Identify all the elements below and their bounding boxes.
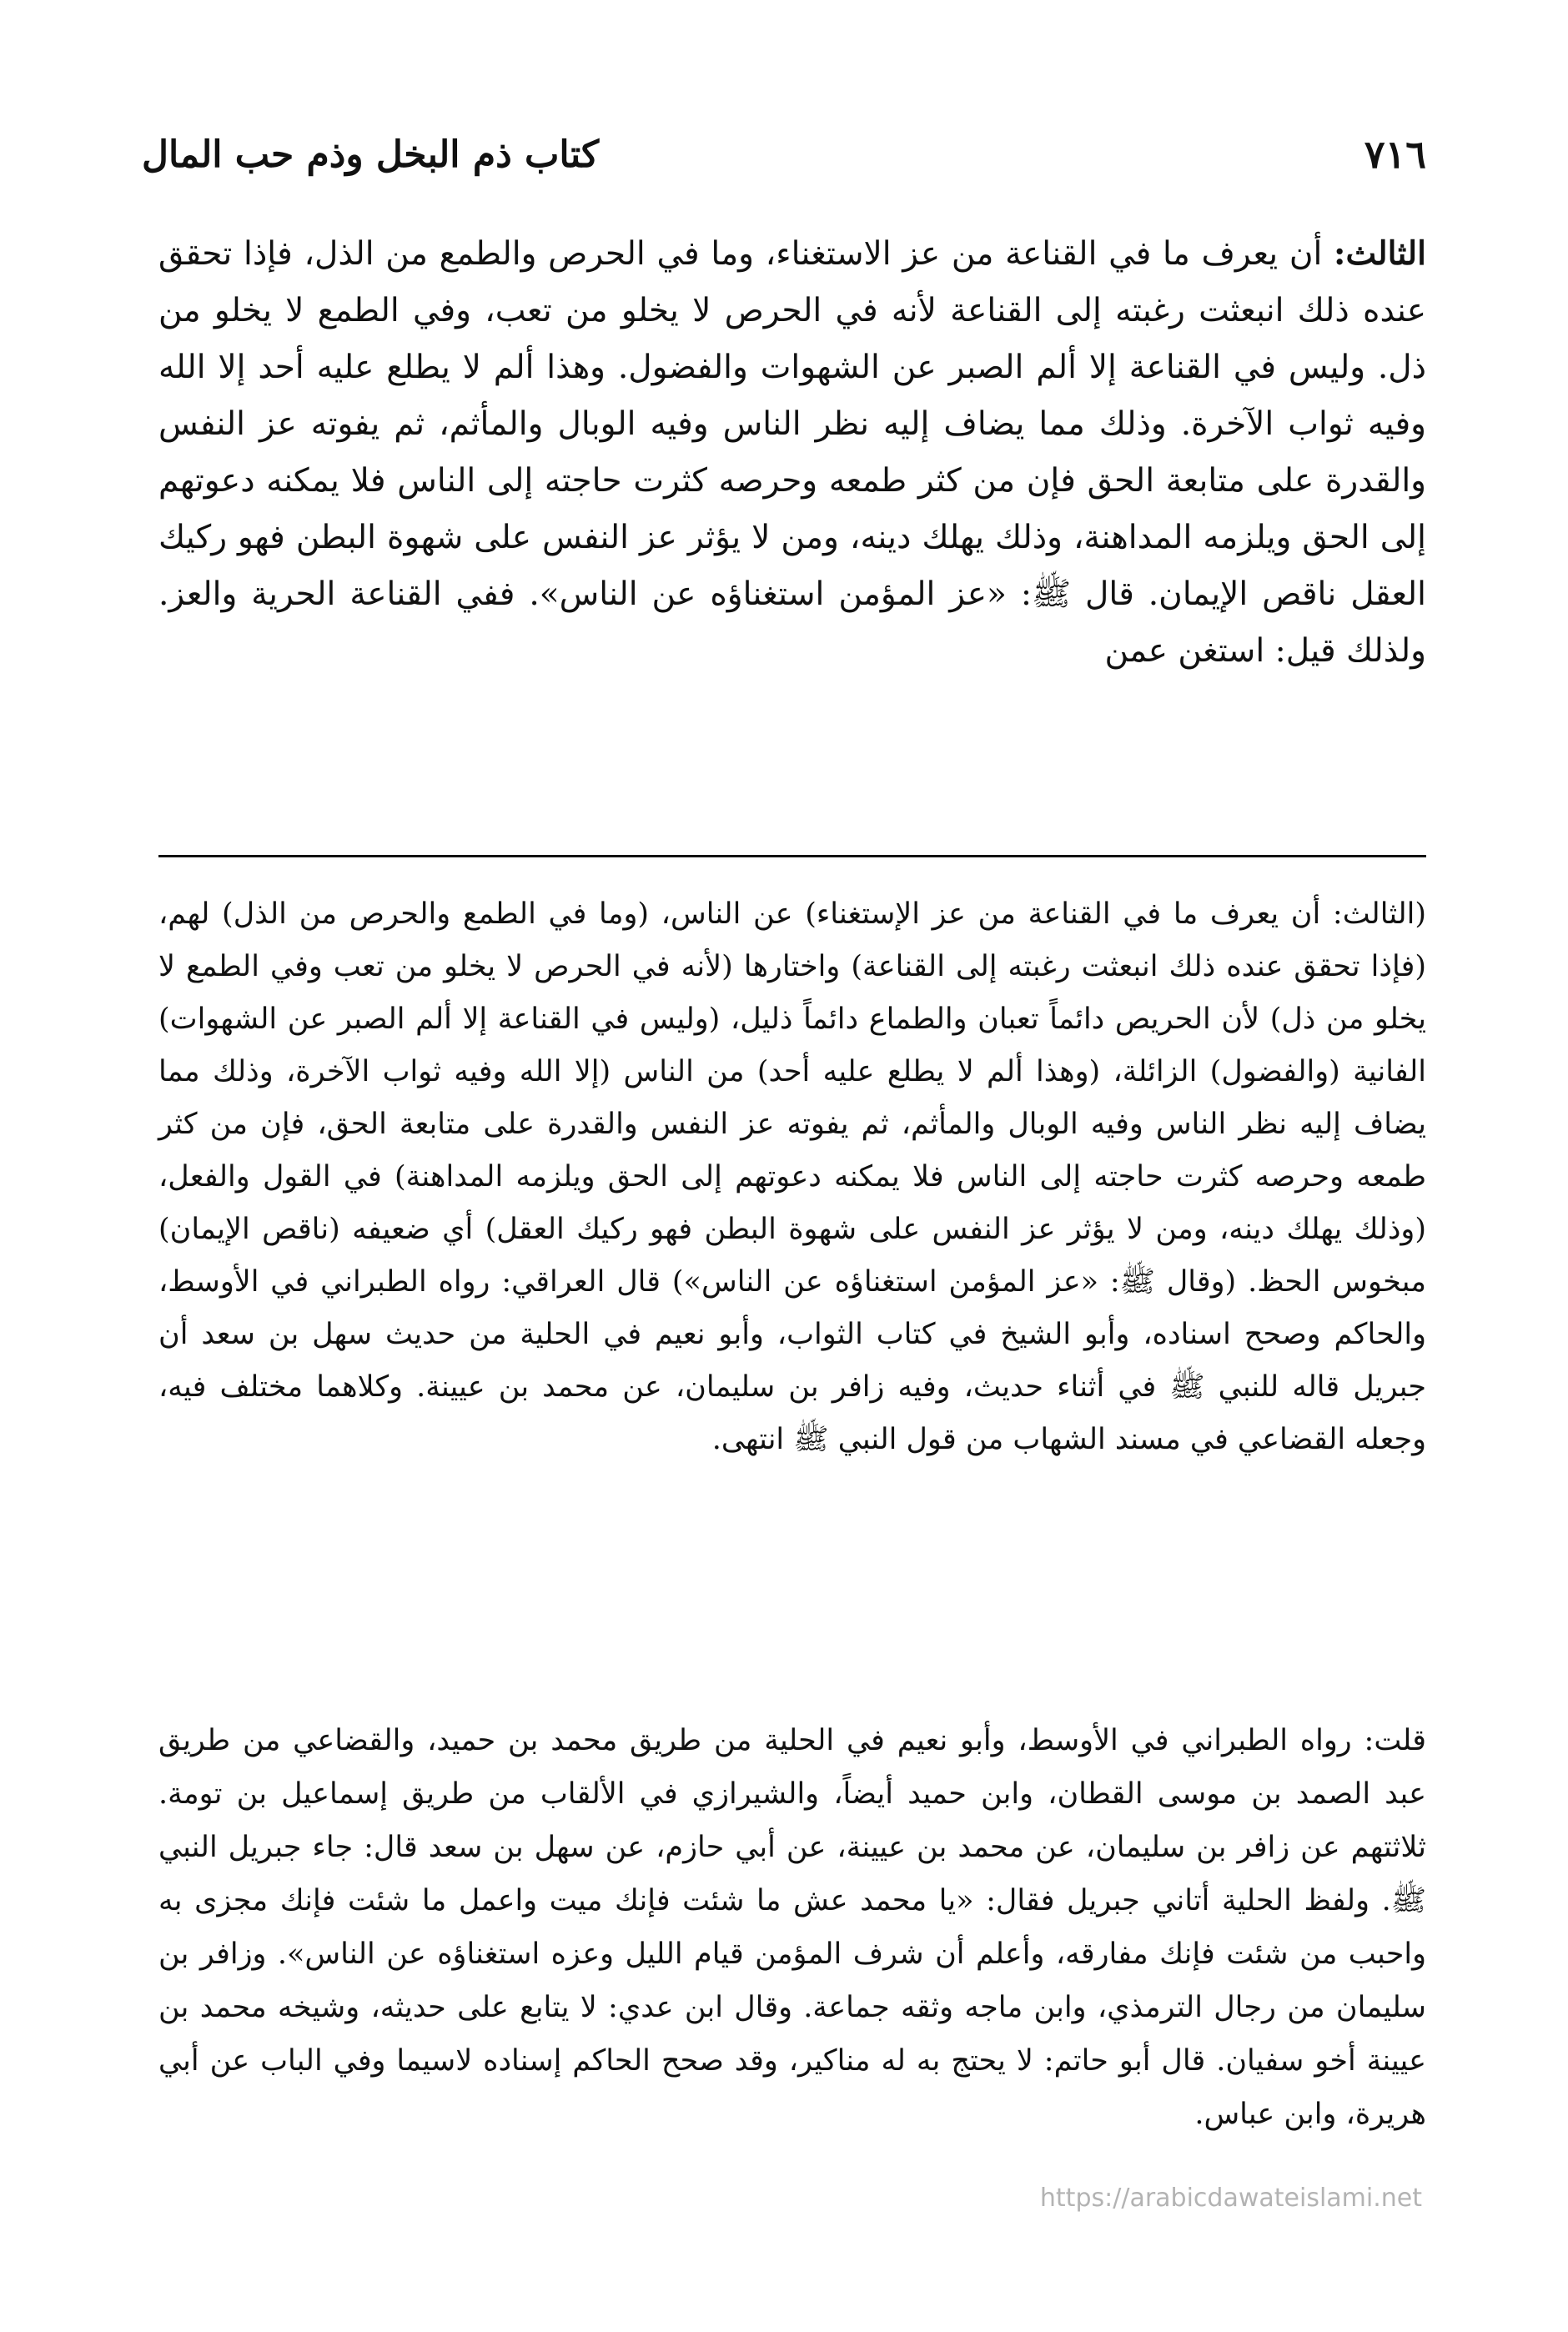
section-divider [158,855,1426,857]
footnote-text: قلت: رواه الطبراني في الأوسط، وأبو نعيم في الحلية من طريق محمد بن حميد، والقضاعي من طريق عبد الصمد بن موسى القطان، وابن حميد أيضاً، والشيرازي في الألقاب من طريق إسماعيل بن تومة. ثلاثتهم عن زافر بن سليمان، عن محمد بن عيينة، عن أبي حازم، عن سهل بن سعد قال: جاء جبريل النبي ﷺ. ولفظ الحلية أتاني جبريل فقال: «يا محمد عش ما شئت فإنك ميت واعمل ما شئت فإنك مجزى به واحبب من شئت فإنك مفارقه، وأعلم أن شرف المؤمن قيام الليل وعزه استغناؤه عن الناس». وزافر بن سليمان من رجال الترمذي، وابن ماجه وثقه جماعة. وقال ابن عدي: لا يتابع على حديثه، وشيخه محمد بن عيينة أخو سفيان. قال أبو حاتم: لا يحتج به له مناكير، وقد صحح الحاكم إسناده لاسيما وفي الباب عن أبي هريرة، وابن عباس. [158,1724,1426,2131]
running-title: كتاب ذم البخل وذم حب المال [142,133,600,176]
commentary-text: (الثالث: أن يعرف ما في القناعة من عز الإستغناء) عن الناس، (وما في الطمع والحرص من الذل) لهم، (فإذا تحقق عنده ذلك انبعثت رغبته إلى القناعة) واختارها (لأنه في الحرص لا يخلو من تعب وفي الطمع لا يخلو من ذل) لأن الحريص دائماً تعبان والطماع دائماً ذليل، (وليس في القناعة إلا ألم الصبر عن الشهوات) الفانية (والفضول) الزائلة، (وهذا ألم لا يطلع عليه أحد) من الناس (إلا الله وفيه ثواب الآخرة، وذلك مما يضاف إليه نظر الناس وفيه الوبال والمأثم، ثم يفوته عز النفس والقدرة على متابعة الحق، فإن من كثر طمعه وحرصه كثرت حاجته إلى الناس فلا يمكنه دعوتهم إلى الحق ويلزمه المداهنة) في القول والفعل، (وذلك يهلك دينه، ومن لا يؤثر عز النفس على شهوة البطن فهو ركيك العقل) أي ضعيفه (ناقص الإيمان) مبخوس الحظ. (وقال ﷺ: «عز المؤمن استغناؤه عن الناس») قال العراقي: رواه الطبراني في الأوسط، والحاكم وصحح اسناده، وأبو الشيخ في كتاب الثواب، وأبو نعيم في الحلية من حديث سهل بن سعد أن جبريل قاله للنبي ﷺ في أثناء حديث، وفيه زافر بن سليمان، عن محمد بن عيينة. وكلاهما مختلف فيه، وجعله القضاعي في مسند الشهاب من قول النبي ﷺ انتهى. [158,897,1426,1456]
main-text-body: أن يعرف ما في القناعة من عز الاستغناء، وما في الحرص والطمع من الذل، فإذا تحقق عنده ذلك انبعثت رغبته إلى القناعة لأنه في الحرص لا يخلو من تعب، وفي الطمع لا يخلو من ذل. وليس في القناعة إلا ألم الصبر عن الشهوات والفضول. وهذا ألم لا يطلع عليه أحد إلا الله وفيه ثواب الآخرة. وذلك مما يضاف إليه نظر الناس وفيه الوبال والمأثم، ثم يفوته عز النفس والقدرة على متابعة الحق فإن من كثر طمعه وحرصه كثرت حاجته إلى الناس فلا يمكنه دعوتهم إلى الحق ويلزمه المداهنة، وذلك يهلك دينه، ومن لا يؤثر عز النفس على شهوة البطن فهو ركيك العقل ناقص الإيمان. قال ﷺ: «عز المؤمن استغناؤه عن الناس». ففي القناعة الحرية والعز. ولذلك قيل: استغن عمن [158,235,1426,670]
watermark-url: https://arabicdawateislami.net [1039,2184,1422,2213]
page-number: ٧١٦ [1364,132,1426,177]
page-header [142,125,1426,183]
main-text [158,225,1426,680]
main-text-lead: الثالث: [1334,234,1426,273]
